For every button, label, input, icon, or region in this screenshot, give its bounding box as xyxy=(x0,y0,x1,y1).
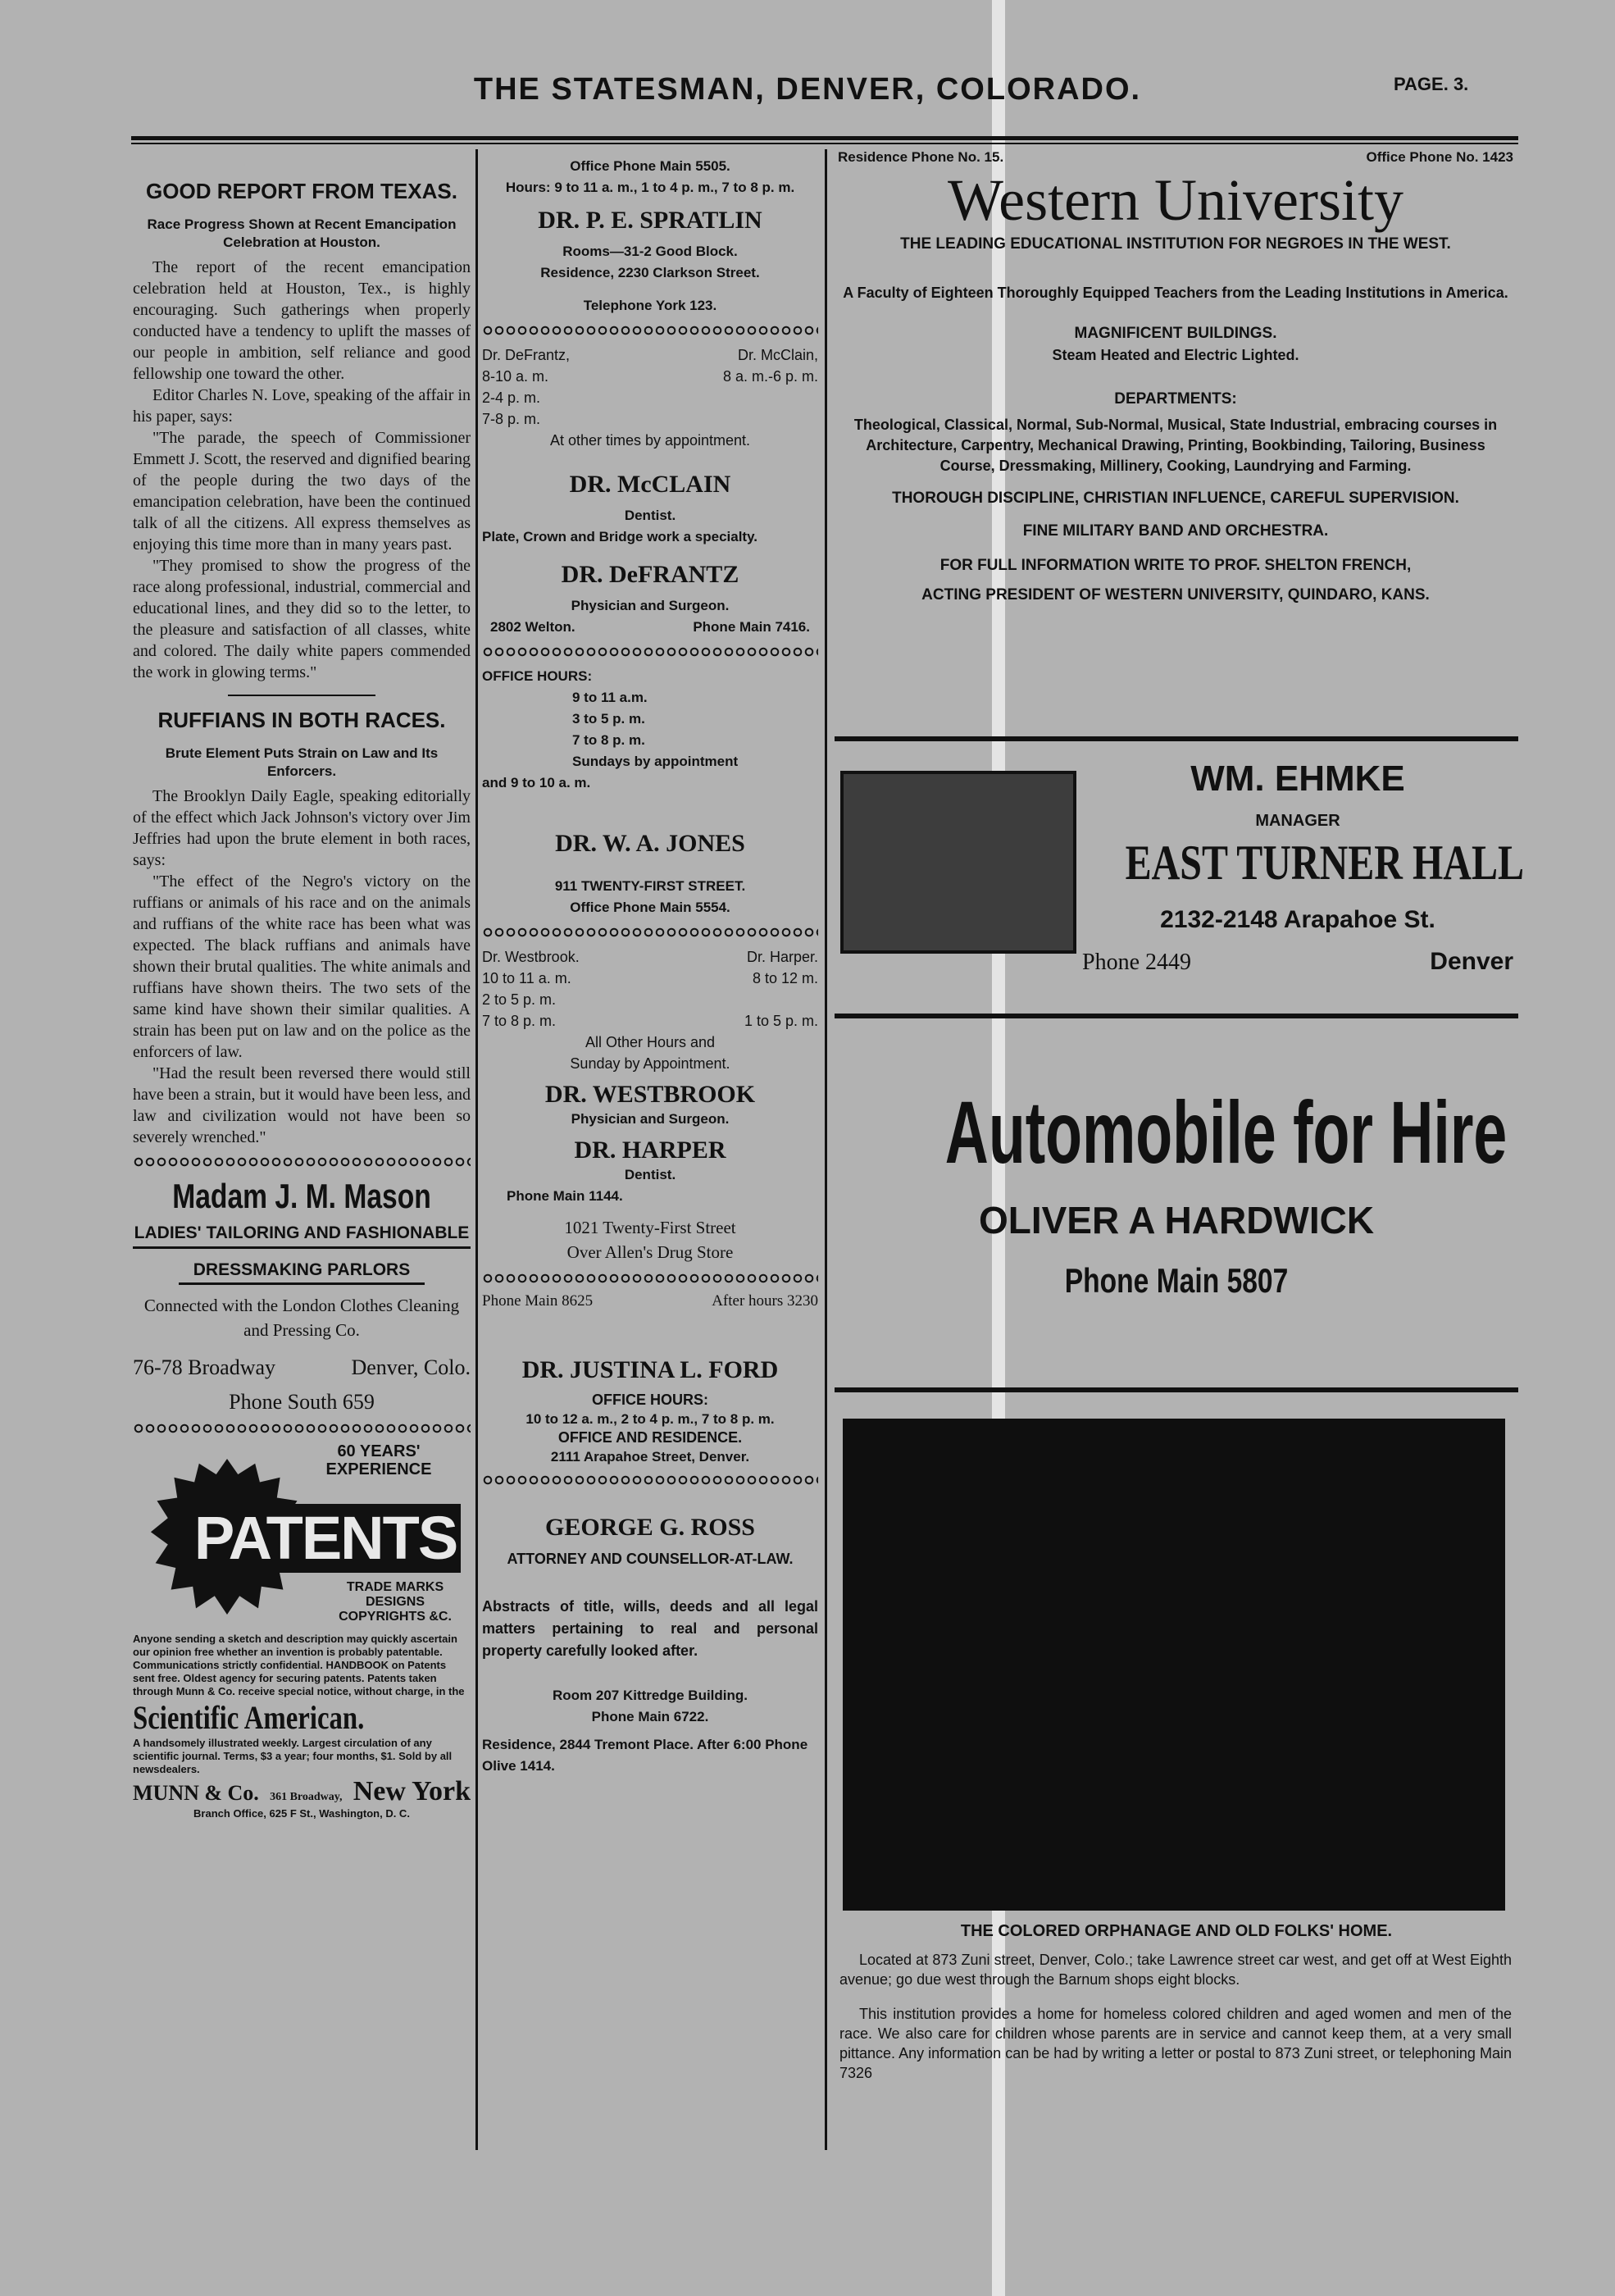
hours-left-1: 8-10 a. m. xyxy=(482,368,549,385)
phone-after-hours: After hours 3230 xyxy=(712,1292,818,1310)
phone-main: Phone Main 8625 xyxy=(482,1292,594,1310)
wh-right-name: Dr. Harper. xyxy=(746,949,818,965)
harper-address: 1021 Twenty-First Street xyxy=(564,1218,736,1237)
ross-residence: Residence, 2844 Tremont Place. After 6:00 Phone Olive 1414. xyxy=(482,1737,808,1774)
westbrook-name: DR. WESTBROOK xyxy=(544,1081,756,1108)
spratlin-rooms: Rooms—31-2 Good Block. xyxy=(562,244,738,259)
masthead-rule-thin xyxy=(131,143,1518,144)
mason-ad xyxy=(133,1176,471,1414)
jones-phone: Office Phone Main 5554. xyxy=(570,900,730,915)
orphanage-paragraph-1: Located at 873 Zuni street, Denver, Colo.; take Lawrence street car west, and get off at West Eighth avenue; go due west through the Barnum shops eight blocks. xyxy=(839,1952,1512,1988)
page-number: PAGE. 3. xyxy=(1394,74,1469,94)
patents-journal-desc: A handsomely illustrated weekly. Largest circulation of any scientific journal. Terms, $3 a year; four months, $1. Sold by all newsdealers. xyxy=(133,1737,453,1775)
auto-name: OLIVER A HARDWICK xyxy=(978,1199,1375,1241)
column-3 xyxy=(838,149,1513,606)
hours-right-1: 8 a. m.-6 p. m. xyxy=(722,368,818,385)
patents-copyrights: COPYRIGHTS &C. xyxy=(339,1610,452,1624)
article-divider xyxy=(228,695,375,696)
hours-note: At other times by appointment. xyxy=(549,432,751,449)
mason-line1: LADIES' TAILORING AND FASHIONABLE xyxy=(133,1223,471,1249)
wh-left-2: 2 to 5 p. m. xyxy=(482,991,557,1008)
ehmke-address: 2132-2148 Arapahoe St. xyxy=(1160,906,1435,933)
paragraph: The Brooklyn Daily Eagle, speaking editorially of the effect which Jack Johnson's victory over Jim Jeffries had upon the brute element in both races, says: xyxy=(133,787,471,869)
western-info-2: ACTING PRESIDENT OF WESTERN UNIVERSITY, QUINDARO, KANS. xyxy=(921,586,1430,604)
automobile-ad xyxy=(836,1082,1517,1302)
masthead-rule xyxy=(131,136,1518,140)
orphanage-text xyxy=(839,1950,1512,2083)
turner-hall-photo xyxy=(840,771,1076,954)
subhead-ruffians: Brute Element Puts Strain on Law and Its Enforcers. xyxy=(165,745,439,779)
western-university-ad xyxy=(838,149,1513,606)
wh-left-1: 10 to 11 a. m. xyxy=(482,970,571,986)
patents-designs: DESIGNS xyxy=(365,1595,425,1609)
column-rule-1 xyxy=(475,149,478,2150)
western-office-phone: Office Phone No. 1423 xyxy=(1366,149,1513,165)
ross-room: Room 207 Kittredge Building. xyxy=(552,1688,748,1703)
spratlin-name: DR. P. E. SPRATLIN xyxy=(538,207,762,234)
western-tagline: THE LEADING EDUCATIONAL INSTITUTION FOR NEGROES IN THE WEST. xyxy=(900,235,1451,253)
ornamental-divider xyxy=(482,1273,818,1284)
harper-name: DR. HARPER xyxy=(574,1137,726,1164)
subhead-good-report: Race Progress Shown at Recent Emancipation Celebration at Houston. xyxy=(147,216,457,250)
patents-fine-print: Anyone sending a sketch and description may quickly ascertain our opinion free whether an invention is probably patentable. Communications strictly confidential. HANDBOOK on Patents sent free. Oldest agency for securing patents. Patents taken through Munn & Co. receive special notice, without charge, in the xyxy=(133,1633,465,1697)
paragraph: "They promised to show the progress of the race along professional, industrial, commercial and educational lines, and they did so to the letter, to the pleasure and satisfaction of all classes, white and colored. The daily white papers commended the work in glowing terms." xyxy=(133,557,471,681)
hours-left-name: Dr. DeFrantz, xyxy=(482,347,571,363)
defrantz-phone: Phone Main 7416. xyxy=(693,619,810,635)
mason-line2: DRESSMAKING PARLORS xyxy=(179,1260,425,1285)
ross-title: ATTORNEY AND COUNSELLOR-AT-LAW. xyxy=(507,1551,794,1567)
jones-address: 911 TWENTY-FIRST STREET. xyxy=(554,878,746,894)
wh-note-2: Sunday by Appointment. xyxy=(570,1055,730,1072)
wh-note-1: All Other Hours and xyxy=(585,1034,716,1050)
harper-location: Over Allen's Drug Store xyxy=(566,1242,734,1262)
jones-name: DR. W. A. JONES xyxy=(555,830,745,857)
mason-phone: Phone South 659 xyxy=(229,1390,375,1414)
office-hours-2: 3 to 5 p. m. xyxy=(572,711,645,727)
western-name: Western University xyxy=(947,167,1404,233)
spratlin-office-phone: Office Phone Main 5505. xyxy=(570,158,730,174)
westbrook-title: Physician and Surgeon. xyxy=(571,1111,730,1127)
office-hours-3: 7 to 8 p. m. xyxy=(572,732,645,748)
defrantz-mcclain-hours xyxy=(482,344,818,451)
ehmke-manager: MANAGER xyxy=(1255,812,1340,830)
western-discipline: THOROUGH DISCIPLINE, CHRISTIAN INFLUENCE, CAREFUL SUPERVISION. xyxy=(892,490,1459,507)
paragraph: "Had the result been reversed there would still have been a strain, but it would have been less, and law and civilization would not have been so severely wrenched." xyxy=(133,1064,471,1146)
mcclain-desc: Plate, Crown and Bridge work a specialty. xyxy=(482,529,757,544)
patents-ad xyxy=(133,1442,471,1820)
ornamental-divider xyxy=(482,927,818,938)
paragraph: "The parade, the speech of Commissioner Emmett J. Scott, the reserved and dignified bearing of the people during the two days of the emancipation celebration, have been the continued talk of all the citizens. All express themselves as enjoying this time more than in many years past. xyxy=(133,429,471,554)
patents-trade: TRADE MARKS xyxy=(346,1580,444,1594)
column-1 xyxy=(133,172,471,1820)
paragraph: The report of the recent emancipation celebration held at Houston, Tex., is highly encouraging. Such gatherings when properly conducted have a tendency to uplift the masses of our people in ambition, self reliance and good fellowship one toward the other. xyxy=(133,258,471,383)
office-hours-sundays-2: and 9 to 10 a. m. xyxy=(482,775,591,790)
ehmke-city: Denver xyxy=(1430,948,1513,975)
ornamental-divider xyxy=(133,1423,471,1434)
patents-branch: Branch Office, 625 F St., Washington, D. C. xyxy=(193,1807,410,1820)
ross-desc: Abstracts of title, wills, deeds and all legal matters pertaining to real and personal property carefully looked after. xyxy=(482,1598,818,1659)
ehmke-ad xyxy=(1082,756,1524,976)
wh-left-3: 7 to 8 p. m. xyxy=(482,1013,557,1029)
auto-headline: Automobile for Hire xyxy=(944,1082,1508,1182)
ehmke-phone: Phone 2449 xyxy=(1082,950,1191,975)
wh-left-name: Dr. Westbrook. xyxy=(482,949,580,965)
ford-hours-label: OFFICE HOURS: xyxy=(592,1392,708,1408)
patents-firm: MUNN & Co. xyxy=(133,1781,259,1805)
ford-office: OFFICE AND RESIDENCE. xyxy=(557,1429,743,1446)
ehmke-hall: EAST TURNER HALL xyxy=(1125,836,1524,890)
paragraph: Editor Charles N. Love, speaking of the affair in his paper, says: xyxy=(133,386,471,426)
mcclain-title: Dentist. xyxy=(624,508,676,523)
auto-phone: Phone Main 5807 xyxy=(1064,1261,1289,1300)
ornamental-divider xyxy=(133,1156,471,1168)
spratlin-residence: Residence, 2230 Clarkson Street. xyxy=(540,265,760,280)
patents-firm-address: 361 Broadway, xyxy=(270,1791,343,1803)
headline-ruffians: RUFFIANS IN BOTH RACES. xyxy=(157,708,446,732)
patents-experience: 60 YEARS' EXPERIENCE xyxy=(325,1442,432,1478)
western-buildings: MAGNIFICENT BUILDINGS. xyxy=(1074,325,1277,342)
orphanage-photo xyxy=(843,1419,1505,1911)
mason-line3: Connected with the London Clothes Cleaning and Pressing Co. xyxy=(143,1296,460,1340)
wh-right-1: 8 to 12 m. xyxy=(752,970,818,986)
mason-address: 76-78 Broadway xyxy=(133,1355,276,1379)
ornamental-divider xyxy=(482,646,818,658)
ornamental-divider xyxy=(482,1474,818,1486)
patents-word: PATENTS xyxy=(190,1504,461,1573)
western-band: FINE MILITARY BAND AND ORCHESTRA. xyxy=(1022,522,1329,540)
mason-city: Denver, Colo. xyxy=(351,1355,471,1379)
patents-firm-city: New York xyxy=(353,1776,471,1806)
mcclain-name: DR. McCLAIN xyxy=(569,471,731,498)
spratlin-hours: Hours: 9 to 11 a. m., 1 to 4 p. m., 7 to 8 p. m. xyxy=(505,180,795,195)
patents-journal: Scientific American. xyxy=(133,1699,365,1736)
section-rule xyxy=(835,1387,1518,1392)
westbrook-harper-hours xyxy=(482,946,818,1074)
western-heated: Steam Heated and Electric Lighted. xyxy=(1052,347,1299,363)
spratlin-telephone: Telephone York 123. xyxy=(583,298,717,313)
column-rule-2 xyxy=(825,149,827,2150)
mason-name: Madam J. M. Mason xyxy=(172,1177,431,1215)
wh-right-3: 1 to 5 p. m. xyxy=(744,1013,818,1029)
orphanage-caption: THE COLORED ORPHANAGE AND OLD FOLKS' HOME. xyxy=(960,1922,1393,1940)
ford-address: 2111 Arapahoe Street, Denver. xyxy=(550,1449,750,1465)
ornamental-divider xyxy=(482,325,818,336)
hours-left-3: 7-8 p. m. xyxy=(482,411,541,427)
ford-hours: 10 to 12 a. m., 2 to 4 p. m., 7 to 8 p. m. xyxy=(525,1411,775,1427)
western-dept-label: DEPARTMENTS: xyxy=(1114,390,1237,408)
masthead-title: THE STATESMAN, DENVER, COLORADO. xyxy=(473,72,1142,107)
ehmke-name: WM. EHMKE xyxy=(1190,758,1405,799)
western-faculty: A Faculty of Eighteen Thoroughly Equipped Teachers from the Leading Institutions in America. xyxy=(843,285,1508,301)
headline-good-report: GOOD REPORT FROM TEXAS. xyxy=(146,179,457,203)
defrantz-name: DR. DeFRANTZ xyxy=(561,561,739,588)
office-hours-1: 9 to 11 a.m. xyxy=(572,690,648,705)
defrantz-address: 2802 Welton. xyxy=(490,619,575,635)
harper-phone: Phone Main 1144. xyxy=(507,1188,623,1204)
section-rule xyxy=(835,736,1518,741)
office-hours-label: OFFICE HOURS: xyxy=(482,668,593,684)
paragraph: "The effect of the Negro's victory on the ruffians or animals of his race and on the animals and ruffians of the white race has been what was expected. The black ruffians and animals have shown their brutal qualities. The white animals and ruffians have shown theirs. The two sets of the same kind have shown their similar qualities. A strain has been put on law and on the police as the enforcers of law. xyxy=(133,872,471,1061)
hours-right-name: Dr. McClain, xyxy=(737,347,818,363)
harper-title: Dentist. xyxy=(624,1167,676,1182)
hours-left-2: 2-4 p. m. xyxy=(482,390,541,406)
column-2 xyxy=(482,156,818,1777)
office-hours-sundays: Sundays by appointment xyxy=(572,754,739,769)
western-residence-phone: Residence Phone No. 15. xyxy=(838,149,1004,165)
orphanage-paragraph-2: This institution provides a home for homeless colored children and aged women and men of the race. We also care for children whose parents are in service and cannot keep them, at a very small pittance. Any information can be had by writing a letter or postal to 873 Zuni street, or telephoning Main 7326 xyxy=(839,2006,1512,2081)
section-rule xyxy=(835,1014,1518,1018)
defrantz-title: Physician and Surgeon. xyxy=(571,598,730,613)
office-hours-block xyxy=(482,666,818,794)
western-info-1: FOR FULL INFORMATION WRITE TO PROF. SHELTON FRENCH, xyxy=(939,557,1412,574)
ross-phone: Phone Main 6722. xyxy=(591,1709,709,1724)
ross-name: GEORGE G. ROSS xyxy=(545,1514,755,1541)
western-departments: Theological, Classical, Normal, Sub-Normal, Musical, State Industrial, embracing courses in Architecture, Carpentry, Mechanical Drawing, Printing, Bookbinding, Tailoring, Business Course, Dressmaking, Millinery, Cooking, Laundrying and Farming. xyxy=(853,417,1498,474)
ford-name: DR. JUSTINA L. FORD xyxy=(521,1356,779,1383)
